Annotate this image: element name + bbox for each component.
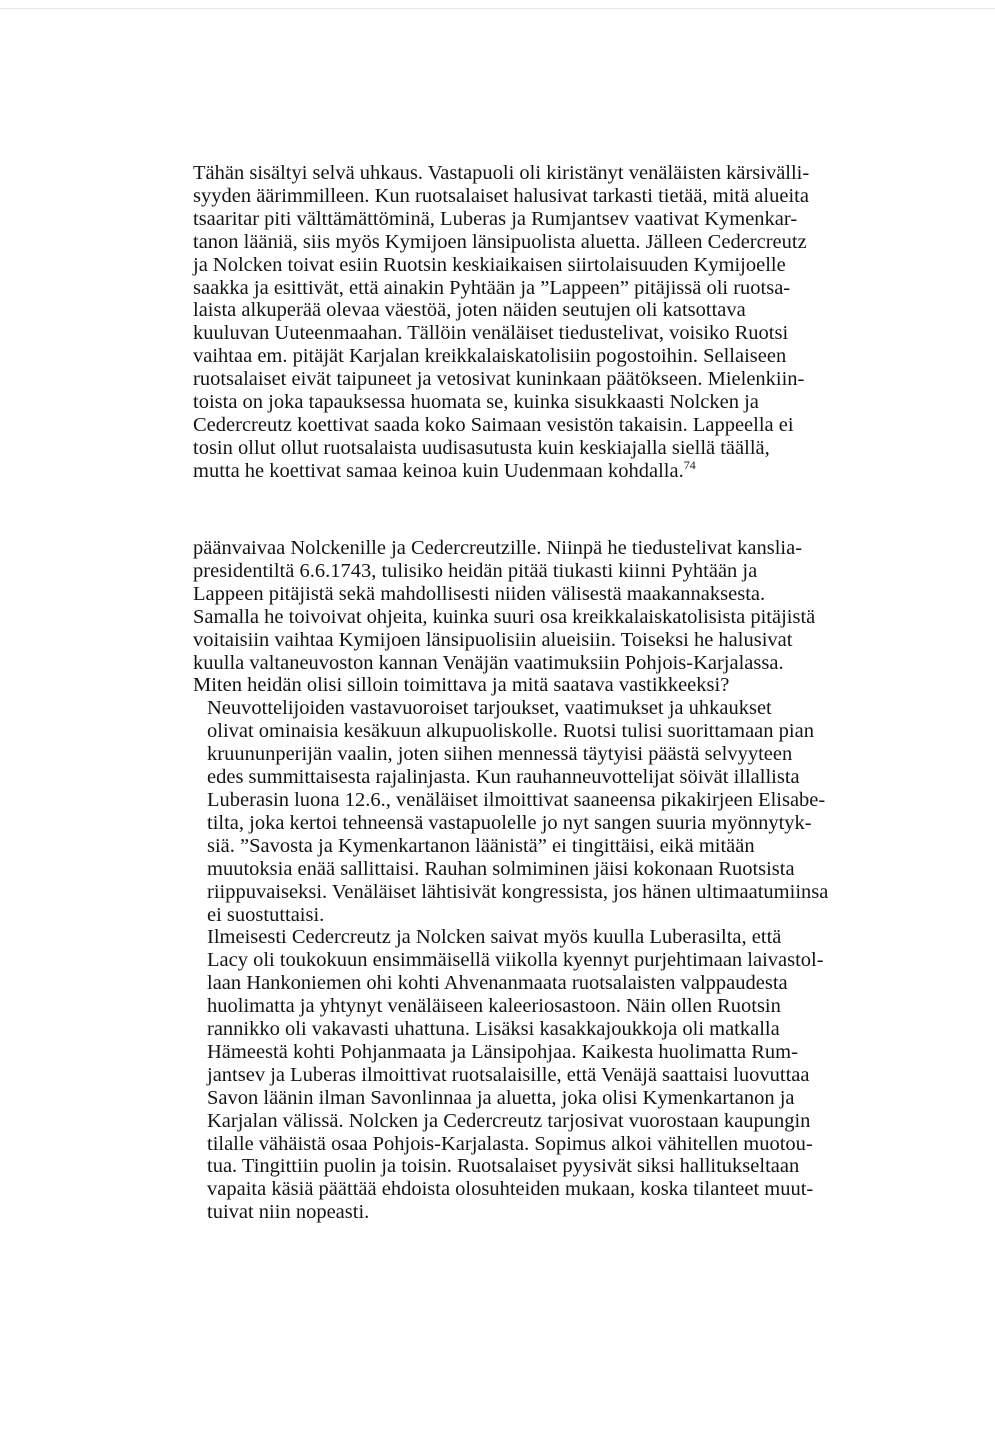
text-line: olivat ominaisia kesäkuun alkupuoliskolle. Ruotsi tulisi suorittamaan pian	[207, 720, 814, 743]
text-line: Samalla he toivoivat ohjeita, kuinka suuri osa kreikkalaiskatolisista pitäjistä	[193, 605, 816, 628]
text-line: kruununperijän vaalin, joten siihen mennessä täytyisi päästä selvyyteen	[207, 743, 793, 766]
text-line: tua. Tingittiin puolin ja toisin. Ruotsalaiset pyysivät siksi hallitukseltaan	[207, 1155, 800, 1178]
text-line: muutoksia enää sallittaisi. Rauhan solmiminen jäisi kokonaan Ruotsista	[207, 857, 795, 880]
text-line: ruotsalaiset eivät taipuneet ja vetosivat kuninkaan päätökseen. Mielenkiin-	[193, 368, 805, 391]
text-line: presidentiltä 6.6.1743, tulisiko heidän pitää tiukasti kiinni Pyhtään ja	[193, 559, 758, 582]
text-block-lower	[193, 537, 893, 1224]
paragraph	[193, 162, 893, 483]
text-line: laista alkuperää olevaa väestöä, joten näiden seutujen oli katsottava	[193, 299, 746, 322]
text-line: Cedercreutz koettivat saada koko Saimaan vesistön takaisin. Lappeella ei	[193, 413, 794, 436]
text-line: laan Hankoniemen ohi kohti Ahvenanmaata ruotsalaisten valppaudesta	[207, 972, 788, 995]
text-line: Hämeestä kohti Pohjanmaata ja Länsipohjaa. Kaikesta huolimatta Rum-	[207, 1040, 798, 1063]
text-line: toista on joka tapauksessa huomata se, kuinka sisukkaasti Nolcken ja	[193, 391, 759, 414]
paragraph	[193, 537, 893, 697]
text-line: tuivat niin nopeasti.	[207, 1201, 370, 1224]
scan-edge-line	[0, 8, 995, 9]
text-line: ei suostuttaisi.	[207, 903, 325, 926]
text-line: Miten heidän olisi silloin toimittava ja mitä saatava vastikkeeksi?	[193, 674, 730, 697]
text-line: Karjalan välissä. Nolcken ja Cedercreutz tarjosivat vuorostaan kaupungin	[207, 1109, 811, 1132]
text-line: tilalle vähäistä osaa Pohjois-Karjalasta. Sopimus alkoi vähitellen muotou-	[207, 1132, 813, 1155]
text-line: edes summittaisesta rajalinjasta. Kun rauhanneuvottelijat söivät illallista	[207, 766, 800, 789]
text-line: jantsev ja Luberas ilmoittivat ruotsalaisille, että Venäjä saattaisi luovuttaa	[207, 1063, 810, 1086]
text-line: syyden äärimmilleen. Kun ruotsalaiset halusivat tarkasti tietää, mitä alueita	[193, 184, 809, 207]
paragraph	[193, 926, 893, 1224]
text-line: huolimatta ja yhtynyt venäläiseen kaleeriosastoon. Näin ollen Ruotsin	[207, 995, 781, 1018]
text-line: Tähän sisältyi selvä uhkaus. Vastapuoli oli kiristänyt venäläisten kärsivälli-	[193, 162, 810, 184]
text-line: ja Nolcken toivat esiin Ruotsin keskiaikaisen siirtolaisuuden Kymijoelle	[193, 253, 786, 276]
text-line: Neuvottelijoiden vastavuoroiset tarjoukset, vaatimukset ja uhkaukset	[207, 697, 772, 720]
text-line: vaihtaa em. pitäjät Karjalan kreikkalaiskatolisiin pogostoihin. Sellaiseen	[193, 345, 787, 368]
text-line: Savon läänin ilman Savonlinnaa ja aluetta, joka olisi Kymenkartanon ja	[207, 1086, 795, 1109]
text-line: rannikko oli vakavasti uhattuna. Lisäksi kasakkajoukkoja oli matkalla	[207, 1018, 780, 1041]
text-line: Ilmeisesti Cedercreutz ja Nolcken saivat myös kuulla Luberasilta, että	[207, 926, 782, 949]
text-line: kuuluvan Uuteenmaahan. Tällöin venäläiset tiedustelivat, voisiko Ruotsi	[193, 322, 789, 345]
text-line: saakka ja esittivät, että ainakin Pyhtään ja ”Lappeen” pitäjissä oli ruotsa-	[193, 276, 791, 299]
text-line: tanon lääniä, siis myös Kymijoen länsipuolista aluetta. Jälleen Cedercreutz	[193, 230, 807, 253]
text-line: siä. ”Savosta ja Kymenkartanon läänistä” ei tingittäisi, eikä mitään	[207, 834, 755, 857]
text-line: tsaaritar piti välttämättöminä, Luberas ja Rumjantsev vaativat Kymenkar-	[193, 207, 798, 230]
text-line: päänvaivaa Nolckenille ja Cedercreutzille. Niinpä he tiedustelivat kanslia-	[193, 537, 803, 559]
text-line: tosin ollut ollut ruotsalaista uudisasutusta kuin keskiajalla siellä täällä,	[193, 436, 770, 459]
text-line-last	[193, 457, 893, 483]
footnote-ref[interactable]: 74	[683, 457, 696, 472]
text-line: voitaisiin vaihtaa Kymijoen länsipuolisiin alueisiin. Toiseksi he halusivat	[193, 628, 793, 651]
text-line: Lacy oli toukokuun ensimmäisellä viikolla kyennyt purjehtimaan laivastol-	[207, 949, 824, 972]
text-line: tilta, joka kertoi tehneensä vastapuolelle jo nyt sangen suuria myönnytyk-	[207, 811, 812, 834]
text-line: vapaita käsiä päättää ehdoista olosuhteiden mukaan, koska tilanteet muut-	[207, 1178, 814, 1201]
text-block-upper	[193, 162, 893, 483]
text-line: Luberasin luona 12.6., venäläiset ilmoittivat saaneensa pikakirjeen Elisabe-	[207, 788, 826, 811]
text-line-content: mutta he koettivat samaa keinoa kuin Uudenmaan kohdalla.	[193, 459, 684, 482]
text-line: riippuvaiseksi. Venäläiset lähtisivät kongressista, jos hänen ultimaatumiinsa	[207, 880, 829, 903]
paragraph	[193, 697, 893, 926]
text-line: Lappeen pitäjistä sekä mahdollisesti niiden välisestä maakannaksesta.	[193, 582, 766, 605]
text-line: kuulla valtaneuvoston kannan Venäjän vaatimuksiin Pohjois-Karjalassa.	[193, 651, 784, 674]
